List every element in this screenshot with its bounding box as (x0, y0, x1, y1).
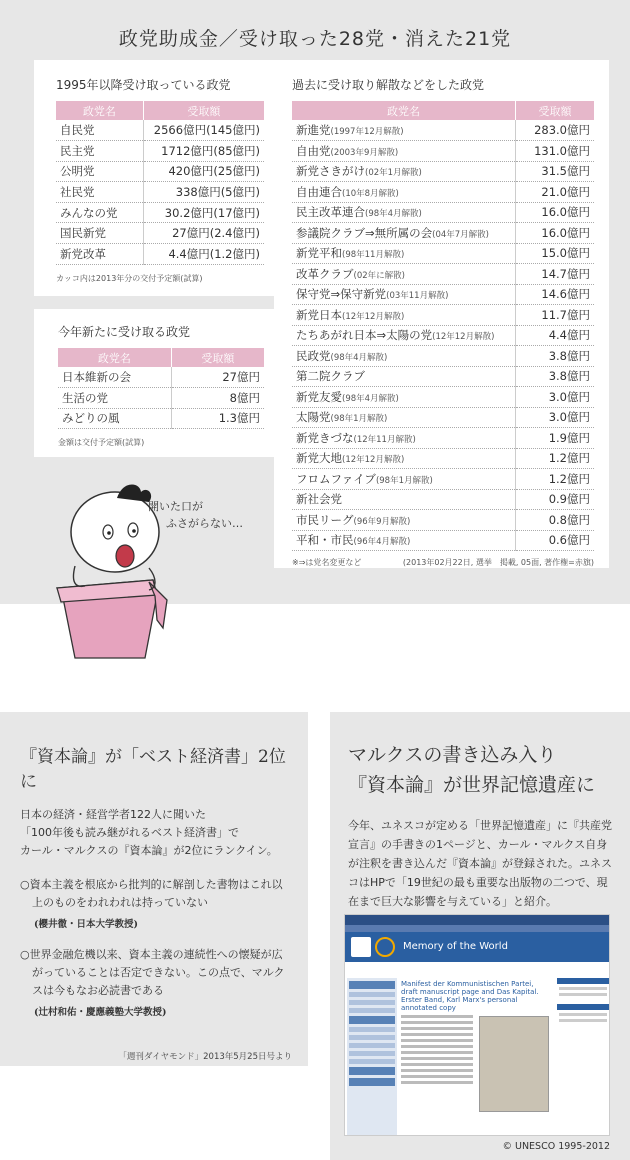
party-name-cell (56, 182, 143, 203)
current-parties-card (34, 60, 284, 296)
party-name: たちあがれ日本⇒太陽の党 (296, 328, 433, 343)
party-name-cell (292, 366, 515, 387)
table-row (292, 120, 594, 141)
quote-attribution: (辻村和佑・慶應義塾大学教授) (34, 1007, 167, 1018)
dissolution-date: (98年11月解散) (342, 250, 405, 261)
dissolved-parties-card (274, 60, 609, 568)
amount-cell: 21.0億円 (515, 182, 594, 203)
amount-cell: 338億円(5億円) (143, 182, 264, 203)
quote-text: ○世界金融危機以来、資本主義の連続性への懐疑が広がっていることは否定できない。この点で、マルクスは今もなお必読書である (20, 948, 285, 997)
party-name: 第二院クラブ (296, 369, 365, 384)
dissolution-date: (2003年9月解散) (330, 147, 399, 158)
memory-body: 今年、ユネスコが定める「世界記憶遺産」に『共産党宣言』の手書きの1ページと、カール・マルクス自身が注釈を書き込んだ『資本論』が登録された。ユネスコはHPで「19世紀の最も重要な出版物の二つで、現在まで巨大な影響を与えている」と紹介。 (348, 819, 612, 908)
dissolution-date: (98年4月解散) (365, 209, 422, 220)
party-name-cell (292, 387, 515, 408)
party-name: 新党大地 (296, 451, 342, 466)
amount-cell: 1.2億円 (515, 448, 594, 469)
party-name: 自由連合 (296, 184, 342, 199)
party-name: 生活の党 (62, 390, 108, 405)
unesco-breadcrumb (345, 962, 609, 978)
amount-cell: 0.6億円 (515, 530, 594, 551)
amount-cell: 1.2億円 (515, 469, 594, 490)
memory-heading (348, 740, 616, 800)
table-row (56, 182, 264, 203)
capital-ranking-body (20, 806, 292, 860)
table-row (292, 325, 594, 346)
amount-cell: 14.7億円 (515, 264, 594, 285)
unesco-article-heading: Manifest der Kommunistischen Partei, draft manuscript page and Das Kapital. Erster Band, Karl Marx's personal annotated copy (401, 980, 539, 1012)
quote-attribution: (櫻井徹・日本大学教授) (34, 919, 138, 930)
party-name: 自由党 (296, 143, 331, 158)
dissolution-date: (12年12月解散) (342, 311, 405, 322)
amount-cell: 1.3億円 (171, 408, 264, 429)
party-name: 新党改革 (60, 246, 106, 261)
party-name-cell (58, 388, 171, 409)
unesco-sidebar (347, 978, 397, 1136)
table-row (56, 202, 264, 223)
party-name-cell (292, 161, 515, 182)
party-name-cell (56, 223, 143, 244)
memory-heading-line: マルクスの書き込み入り (348, 744, 557, 766)
table-row (56, 120, 264, 141)
dissolution-date: (98年1月解散) (330, 414, 388, 425)
party-name: 新進党 (296, 123, 331, 137)
unesco-header (345, 932, 609, 962)
party-name-cell (292, 202, 515, 223)
amount-cell: 1712億円(85億円) (143, 141, 264, 162)
amount-cell: 1.9億円 (515, 428, 594, 449)
party-name-cell (292, 469, 515, 490)
party-name: 公明党 (60, 164, 95, 179)
party-name-cell (292, 120, 515, 141)
party-name: 保守党⇒保守新党 (296, 287, 387, 302)
party-name-cell (56, 244, 143, 265)
amount-cell: 8億円 (171, 388, 264, 409)
amount-cell: 27億円 (171, 367, 264, 388)
table-row (292, 284, 594, 305)
unesco-right-column (557, 978, 609, 1098)
table-row (56, 141, 264, 162)
party-name: 新党平和 (296, 246, 342, 261)
table-row (56, 161, 264, 182)
dissolution-date: (04年7月解散) (432, 229, 489, 240)
party-name-cell (292, 428, 515, 449)
amount-cell: 16.0億円 (515, 223, 594, 244)
amount-cell: 4.4億円(1.2億円) (143, 244, 264, 265)
table-header: 政党名 (56, 101, 143, 120)
dissolution-date: (12年12月解散) (342, 455, 405, 466)
capital-ranking-panel (0, 712, 308, 1066)
party-name: 民政党 (296, 348, 331, 363)
unesco-site-title: Memory of the World (403, 941, 508, 952)
dissolved-parties-notes (292, 557, 594, 568)
table-header: 政党名 (58, 348, 171, 367)
body-line: 日本の経済・経営学者122人に聞いた (20, 808, 206, 821)
speech-line: 開いた口が (148, 500, 203, 513)
table-row (292, 243, 594, 264)
amount-cell: 131.0億円 (515, 141, 594, 162)
party-name-cell (292, 284, 515, 305)
party-name-cell (292, 489, 515, 510)
unesco-website-screenshot (344, 914, 610, 1136)
party-name-cell (56, 120, 143, 141)
amount-cell: 30.2億円(17億円) (143, 202, 264, 223)
amount-cell: 3.8億円 (515, 346, 594, 367)
page-title: 政党助成金／受け取った28党・消えた21党 (118, 28, 512, 50)
dissolution-date: (03年11月解散) (386, 291, 449, 302)
dissolution-date: (96年4月解散) (353, 537, 411, 548)
dissolution-date: (02年に解散) (353, 270, 405, 281)
amount-cell: 31.5億円 (515, 161, 594, 182)
memory-heading-line: 『資本論』が世界記憶遺産に (348, 774, 596, 796)
new-parties-note: 金額は交付予定額(試算) (58, 438, 145, 448)
dissolution-date: (96年9月解散) (353, 516, 411, 527)
table-header: 受取額 (171, 348, 264, 367)
speech-line: ふさがらない… (166, 517, 243, 530)
unesco-logo (351, 937, 371, 957)
table-header: 受取額 (143, 101, 264, 120)
party-name: 新社会党 (296, 492, 342, 507)
speech-text (148, 498, 243, 532)
unesco-credit: © UNESCO 1995-2012 (502, 1141, 610, 1152)
unesco-main (401, 980, 551, 1136)
amount-cell: 16.0億円 (515, 202, 594, 223)
amount-cell: 283.0億円 (515, 120, 594, 141)
unesco-nav-bar (345, 915, 609, 925)
table-row (58, 367, 264, 388)
table-row (56, 223, 264, 244)
party-name: みどりの風 (62, 411, 120, 426)
party-name: 国民新党 (60, 226, 106, 241)
table-row (292, 530, 594, 551)
table-row (292, 387, 594, 408)
capital-ranking-heading: 『資本論』が「ベスト経済書」2位に (20, 747, 286, 792)
amount-cell: 420億円(25億円) (143, 161, 264, 182)
table-row (292, 305, 594, 326)
amount-cell: 0.9億円 (515, 489, 594, 510)
party-name: 自民党 (60, 123, 95, 138)
party-name-cell (292, 264, 515, 285)
current-parties-title: 1995年以降受け取っている政党 (56, 78, 231, 92)
new-parties-title: 今年新たに受け取る政党 (58, 325, 191, 339)
dissolution-date: (98年1月解散) (375, 475, 433, 486)
party-name-cell (56, 161, 143, 182)
party-name-cell (292, 407, 515, 428)
table-row (292, 223, 594, 244)
party-name-cell (292, 510, 515, 531)
dissolution-date: (1997年12月解散) (330, 127, 404, 137)
amount-cell: 14.6億円 (515, 284, 594, 305)
party-name: 太陽党 (296, 410, 331, 425)
dissolution-date: (12年12月解散) (432, 332, 495, 343)
party-name-cell (292, 346, 515, 367)
amount-cell: 0.8億円 (515, 510, 594, 531)
party-name: 平和・市民 (296, 533, 354, 548)
unesco-subnav-bar (345, 925, 609, 932)
table-header: 政党名 (292, 101, 515, 120)
new-parties-card (34, 309, 284, 457)
table-row (292, 264, 594, 285)
party-name: 社民党 (60, 185, 95, 200)
table-row (292, 141, 594, 162)
dissolution-date: (10年8月解散) (342, 188, 399, 199)
current-parties-note: カッコ内は2013年分の交付予定額(試算) (56, 273, 203, 283)
dissolution-date: (98年4月解散) (330, 352, 388, 363)
amount-cell: 3.8億円 (515, 366, 594, 387)
party-name-cell (292, 243, 515, 264)
table-row (292, 346, 594, 367)
new-parties-table (58, 348, 264, 429)
amount-cell: 15.0億円 (515, 243, 594, 264)
table-row (292, 407, 594, 428)
dissolution-date: (98年4月解散) (342, 393, 399, 404)
dissolved-parties-table (292, 101, 594, 551)
table-row (56, 244, 264, 265)
body-line: カール・マルクスの『資本論』が2位にランクイン。 (20, 844, 278, 857)
source-citation: 「週刊ダイヤモンド」2013年5月25日号より (118, 1052, 292, 1062)
party-name: みんなの党 (60, 205, 118, 220)
memory-of-world-logo (375, 937, 395, 957)
dissolved-parties-note: ※⇒は党名変更など (292, 558, 362, 567)
party-name-cell (292, 530, 515, 551)
party-name: 改革クラブ (296, 266, 354, 281)
table-row (58, 388, 264, 409)
amount-cell: 3.0億円 (515, 387, 594, 408)
party-name-cell (292, 305, 515, 326)
table-row (58, 408, 264, 429)
party-name: 民主改革連合 (296, 205, 365, 220)
table-row (292, 428, 594, 449)
amount-cell: 4.4億円 (515, 325, 594, 346)
table-row (292, 510, 594, 531)
table-row (292, 489, 594, 510)
party-name-cell (56, 141, 143, 162)
party-name-cell (292, 325, 515, 346)
table-row (292, 469, 594, 490)
amount-cell: 3.0億円 (515, 407, 594, 428)
amount-cell: 27億円(2.4億円) (143, 223, 264, 244)
quote-block (20, 876, 292, 934)
party-name: 日本維新の会 (62, 370, 131, 385)
party-name: フロムファイブ (296, 471, 376, 486)
dissolved-parties-title: 過去に受け取り解散などをした政党 (292, 78, 485, 92)
quote-text: ○資本主義を根底から批判的に解剖した書物はこれ以上のものをわれわれは持っていない (20, 878, 283, 909)
party-name: 新党きづな (296, 430, 354, 445)
table-header: 受取額 (515, 101, 594, 120)
table-row (292, 202, 594, 223)
party-name-cell (58, 408, 171, 429)
body-line: 「100年後も読み継がれるベスト経済書」で (20, 826, 239, 839)
party-name: 新党友愛 (296, 389, 342, 404)
amount-cell: 2566億円(145億円) (143, 120, 264, 141)
party-name: 参議院クラブ⇒無所属の会 (296, 225, 433, 240)
party-name-cell (292, 223, 515, 244)
marx-portrait-image (479, 1016, 549, 1112)
party-name-cell (56, 202, 143, 223)
party-name-cell (58, 367, 171, 388)
dissolution-date: (12年11月解散) (353, 434, 416, 445)
party-name: 新党さきがけ (296, 164, 365, 179)
party-name: 市民リーグ (296, 512, 354, 527)
party-name-cell (292, 182, 515, 203)
amount-cell: 11.7億円 (515, 305, 594, 326)
unesco-content (345, 978, 609, 1136)
dissolved-parties-source: (2013年02月22日, 選挙 掲載, 05面, 著作権=赤旗) (402, 558, 594, 567)
party-name-cell (292, 448, 515, 469)
party-name: 民主党 (60, 143, 95, 158)
party-name: 新党日本 (296, 307, 342, 322)
quote-block (20, 946, 292, 1022)
dissolution-date: (02年1月解散) (365, 168, 422, 179)
table-row (292, 448, 594, 469)
party-name-cell (292, 141, 515, 162)
table-row (292, 161, 594, 182)
table-row (292, 366, 594, 387)
table-row (292, 182, 594, 203)
current-parties-table (56, 101, 264, 265)
